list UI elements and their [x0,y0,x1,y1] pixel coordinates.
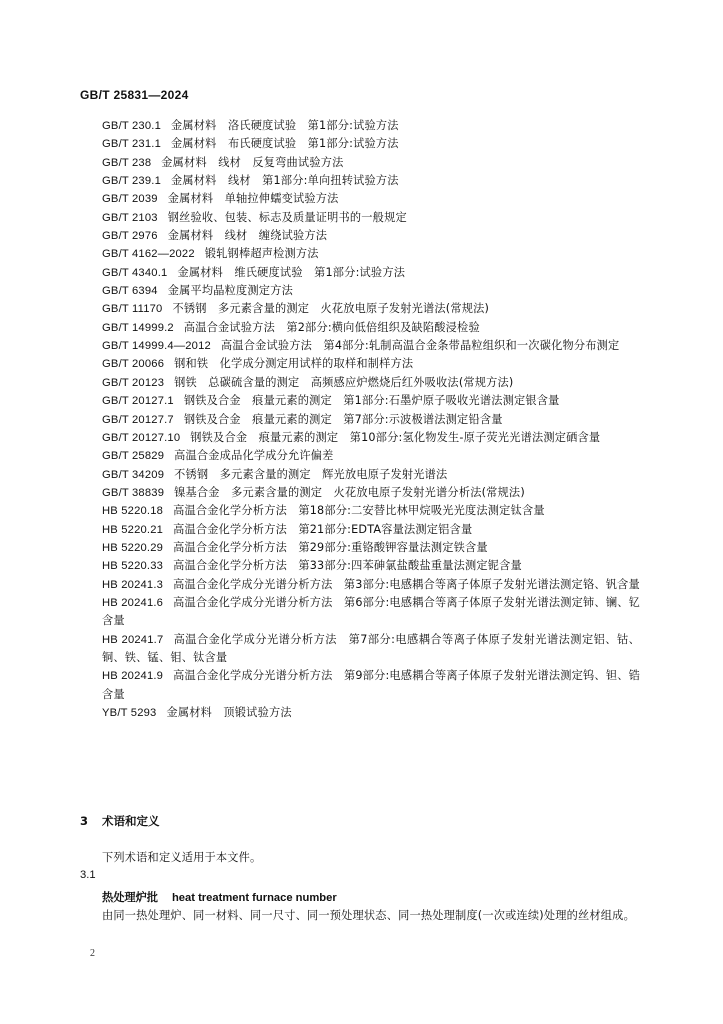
reference-title: 金属平均晶粒度测定方法 [167,284,293,298]
reference-title: 不锈钢 多元素含量的测定 辉光放电原子发射光谱法 [174,467,448,481]
reference-title: 高温合金化学成分光谱分析方法 第6部分:电感耦合等离子体原子发射光谱法测定铈、镧、钇含量 [102,595,640,628]
reference-code: GB/T 4340.1 [102,266,168,279]
reference-text [80,392,640,410]
section-intro: 下列术语和定义适用于本文件。 [102,851,262,864]
reference-title: 金属材料 洛氏硬度试验 第1部分:试验方法 [171,119,399,132]
reference-code: GB/T 230.1 [102,120,162,132]
reference-title: 钢铁及合金 痕量元素的测定 第1部分:石墨炉原子吸收光谱法测定银含量 [183,394,560,408]
section-heading [80,813,160,829]
reference-text [80,209,640,227]
reference-title: 高温合金化学分析方法 第33部分:四苯砷氯盐酸盐重量法测定铌含量 [173,559,522,573]
reference-code: GB/T 239.1 [102,175,162,188]
reference-code: HB 20241.7 [102,633,164,646]
reference-code: GB/T 2976 [102,230,158,243]
reference-item [80,521,640,539]
reference-code: HB 5220.29 [102,541,164,554]
reference-text [80,447,640,465]
reference-title: 高温合金化学分析方法 第29部分:重铬酸钾容量法测定铁含量 [173,540,488,554]
reference-code: GB/T 20127.10 [102,431,181,444]
reference-code: GB/T 20127.7 [102,413,174,426]
reference-text [80,521,640,539]
reference-title: 高温合金成品化学成分允许偏差 [174,449,334,463]
term-heading [102,889,337,905]
reference-text [80,245,640,263]
reference-code: GB/T 6394 [102,285,158,298]
reference-text [80,190,640,208]
reference-code: GB/T 38839 [102,486,165,499]
reference-text [80,355,640,373]
reference-item [80,539,640,557]
reference-item [80,154,640,172]
reference-text [80,172,640,190]
reference-text [80,594,640,631]
reference-title: 高温合金化学分析方法 第18部分:二安替比林甲烷吸光光度法测定钛含量 [173,504,545,518]
reference-text [80,631,640,668]
reference-code: GB/T 2103 [102,211,158,224]
reference-item [80,319,640,337]
reference-item [80,704,640,722]
reference-code: GB/T 231.1 [102,138,162,151]
reference-text [80,484,640,502]
reference-item [80,594,640,631]
reference-title: 钢铁及合金 痕量元素的测定 第10部分:氢化物发生-原子荧光光谱法测定硒含量 [190,430,601,444]
reference-code: GB/T 20123 [102,376,165,389]
reference-code: GB/T 20127.1 [102,395,174,408]
page-number: 2 [90,948,95,959]
reference-item [80,576,640,594]
reference-item [80,557,640,575]
reference-code: GB/T 25829 [102,450,165,463]
reference-code: GB/T 11170 [102,303,163,316]
normative-references-list [80,117,640,722]
reference-title: 钢丝验收、包装、标志及质量证明书的一般规定 [167,210,407,224]
reference-item [80,631,640,668]
reference-title: 锻轧钢棒超声检测方法 [204,247,319,261]
reference-item [80,466,640,484]
reference-title: 高温合金化学成分光谱分析方法 第3部分:电感耦合等离子体原子发射光谱法测定铬、钒含量 [173,577,640,591]
term-english: heat treatment furnace number [171,892,337,904]
reference-text [80,576,640,594]
reference-item [80,117,640,135]
reference-item [80,429,640,447]
reference-code: GB/T 2039 [102,193,158,206]
reference-title: 高温合金化学成分光谱分析方法 第7部分:电感耦合等离子体原子发射光谱法测定铝、钴、铜、铁、锰、钼、钛含量 [102,632,641,664]
reference-title: 钢铁及合金 痕量元素的测定 第7部分:示波极谱法测定铅含量 [183,412,503,426]
reference-item [80,392,640,410]
reference-text [80,282,640,300]
reference-title: 金属材料 维氏硬度试验 第1部分:试验方法 [177,265,406,279]
reference-item [80,411,640,429]
reference-title: 高温合金试验方法 第4部分:轧制高温合金条带晶粒组织和一次碳化物分布测定 [220,339,620,353]
reference-code: GB/T 14999.2 [102,321,174,334]
reference-item [80,447,640,465]
reference-text [80,557,640,575]
term-definition [80,906,640,925]
reference-code: GB/T 238 [102,156,152,169]
reference-item [80,264,640,282]
reference-text [80,667,640,704]
reference-code: HB 20241.6 [102,596,164,609]
reference-text [80,429,640,447]
reference-item [80,355,640,373]
reference-item [80,209,640,227]
reference-text [80,300,640,318]
reference-text [80,411,640,429]
clause-number: 3.1 [80,869,96,881]
reference-code: HB 5220.33 [102,560,164,573]
reference-title: 高温合金试验方法 第2部分:横向低倍组织及缺陷酸浸检验 [183,320,480,334]
standard-code: GB/T 25831—2024 [80,88,189,102]
reference-title: 高温合金化学成分光谱分析方法 第9部分:电感耦合等离子体原子发射光谱法测定钨、钽、锆含量 [102,669,640,701]
reference-item [80,667,640,704]
term-definition-text: 由同一热处理炉、同一材料、同一尺寸、同一预处理状态、同一热处理制度(一次或连续)处理的丝材组成。 [102,909,635,922]
reference-code: YB/T 5293 [102,707,157,719]
reference-item [80,135,640,153]
reference-text [80,502,640,520]
reference-item [80,245,640,263]
reference-item [80,337,640,355]
reference-text [80,539,640,557]
reference-text [80,466,640,484]
reference-item [80,374,640,392]
reference-title: 不锈钢 多元素含量的测定 火花放电原子发射光谱法(常规法) [172,302,490,316]
reference-code: HB 20241.9 [102,670,164,683]
reference-title: 钢和铁 化学成分测定用试样的取样和制样方法 [174,357,414,371]
reference-text [80,154,640,172]
reference-text [80,227,640,245]
term-chinese: 热处理炉批 [102,891,158,904]
reference-text [80,704,640,722]
reference-item [80,282,640,300]
reference-code: GB/T 4162—2022 [102,248,195,261]
reference-title: 高温合金化学分析方法 第21部分:EDTA容量法测定铝含量 [173,522,473,536]
reference-code: HB 5220.18 [102,505,164,518]
reference-item [80,172,640,190]
section-number: 3 [80,814,89,828]
reference-title: 金属材料 线材 反复弯曲试验方法 [161,155,344,169]
reference-title: 镍基合金 多元素含量的测定 火花放电原子发射光谱分析法(常规法) [174,485,525,499]
reference-text [80,117,640,135]
reference-text [80,319,640,337]
reference-item [80,190,640,208]
reference-item [80,300,640,318]
reference-title: 钢铁 总碳硫含量的测定 高频感应炉燃烧后红外吸收法(常规方法) [174,375,514,389]
reference-title: 金属材料 线材 缠绕试验方法 [167,229,328,243]
reference-text [80,264,640,282]
reference-code: HB 5220.21 [102,523,164,536]
reference-title: 金属材料 顶锻试验方法 [166,706,292,719]
reference-item [80,484,640,502]
reference-code: GB/T 34209 [102,468,165,481]
section-title: 术语和定义 [102,814,160,828]
reference-text [80,337,640,355]
reference-item [80,227,640,245]
reference-code: GB/T 14999.4—2012 [102,340,211,353]
reference-text [80,374,640,392]
reference-code: GB/T 20066 [102,358,165,371]
reference-title: 金属材料 布氏硬度试验 第1部分:试验方法 [171,137,399,151]
reference-title: 金属材料 单轴拉伸蠕变试验方法 [167,192,339,206]
reference-item [80,502,640,520]
reference-code: HB 20241.3 [102,578,164,591]
reference-title: 金属材料 线材 第1部分:单向扭转试验方法 [171,174,399,188]
reference-text [80,135,640,153]
